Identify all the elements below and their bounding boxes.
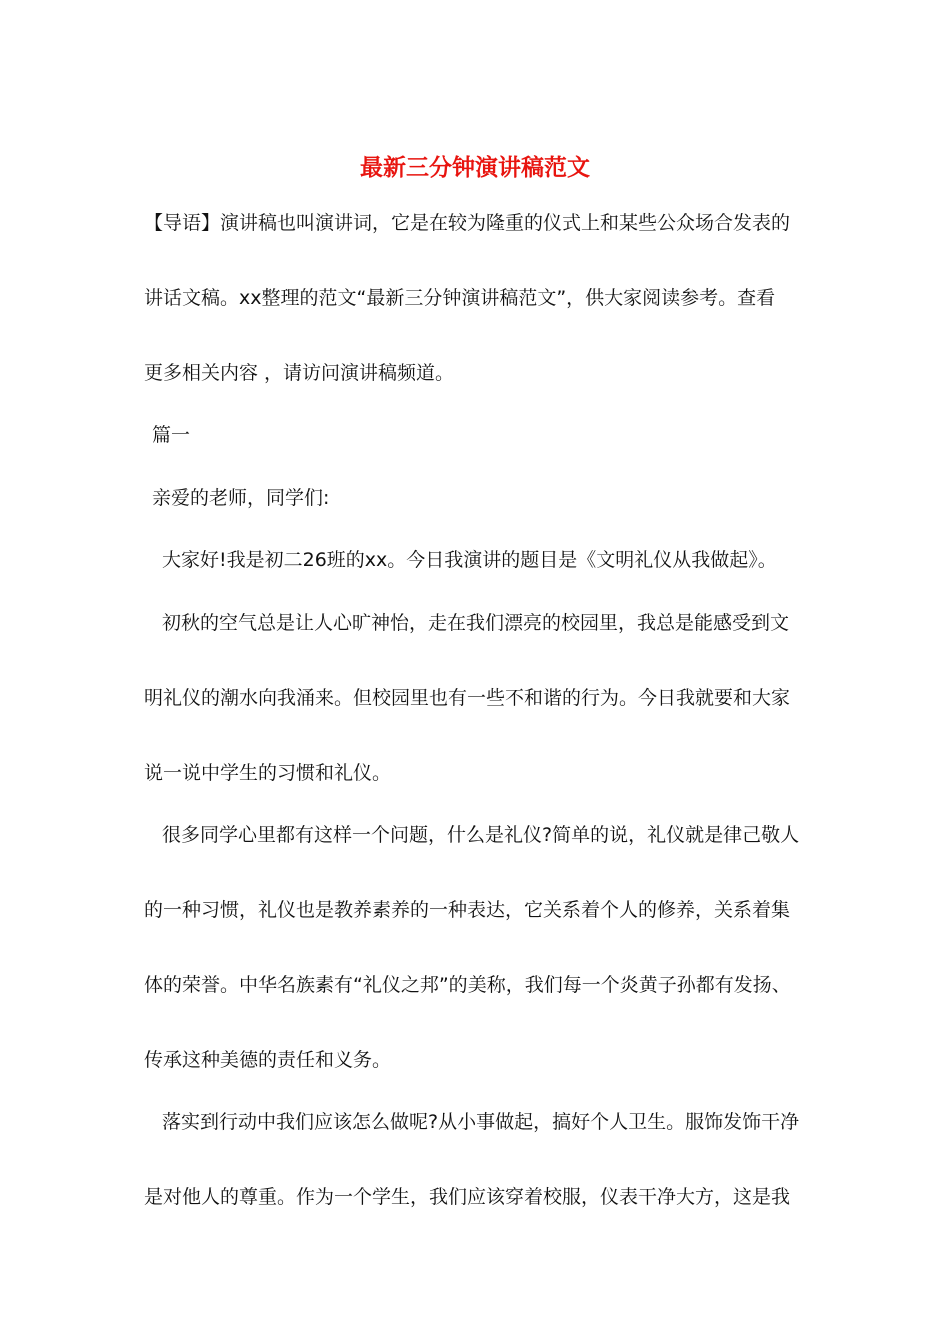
paragraph-line: 是对他人的尊重。作为一个学生，我们应该穿着校服，仪表干净大方，这是我 [144,1186,791,1208]
document-title: 最新三分钟演讲稿范文 [360,154,590,181]
paragraph-line: 传承这种美德的责任和义务。 [144,1049,392,1071]
paragraph-line: 落实到行动中我们应该怎么做呢?从小事做起，搞好个人卫生。服饰发饰干净 [162,1111,800,1133]
paragraph-line: 的一种习惯，礼仪也是教养素养的一种表达，它关系着个人的修养，关系着集 [144,899,791,921]
intro-line-3: 更多相关内容 ，请访问演讲稿频道。 [144,362,455,384]
section-heading: 篇一 [152,424,191,446]
paragraph-line: 大家好!我是初二26班的xx。今日我演讲的题目是《文明礼仪从我做起》。 [162,549,777,571]
paragraph-line: 很多同学心里都有这样一个问题，什么是礼仪?简单的说，礼仪就是律己敬人 [162,824,800,846]
paragraph-line: 初秋的空气总是让人心旷神怡，走在我们漂亮的校园里，我总是能感受到文 [162,612,790,634]
paragraph-line: 说一说中学生的习惯和礼仪。 [144,762,392,784]
intro-line-2: 讲话文稿。xx整理的范文“最新三分钟演讲稿范文”，供大家阅读参考。查看 [144,287,776,309]
salutation: 亲爱的老师，同学们: [152,487,330,509]
paragraph-line: 体的荣誉。中华名族素有“礼仪之邦”的美称，我们每一个炎黄子孙都有发扬、 [144,974,791,996]
intro-line-1: 【导语】演讲稿也叫演讲词，它是在较为隆重的仪式上和某些公众场合发表的 [144,212,791,234]
paragraph-line: 明礼仪的潮水向我涌来。但校园里也有一些不和谐的行为。今日我就要和大家 [144,687,791,709]
